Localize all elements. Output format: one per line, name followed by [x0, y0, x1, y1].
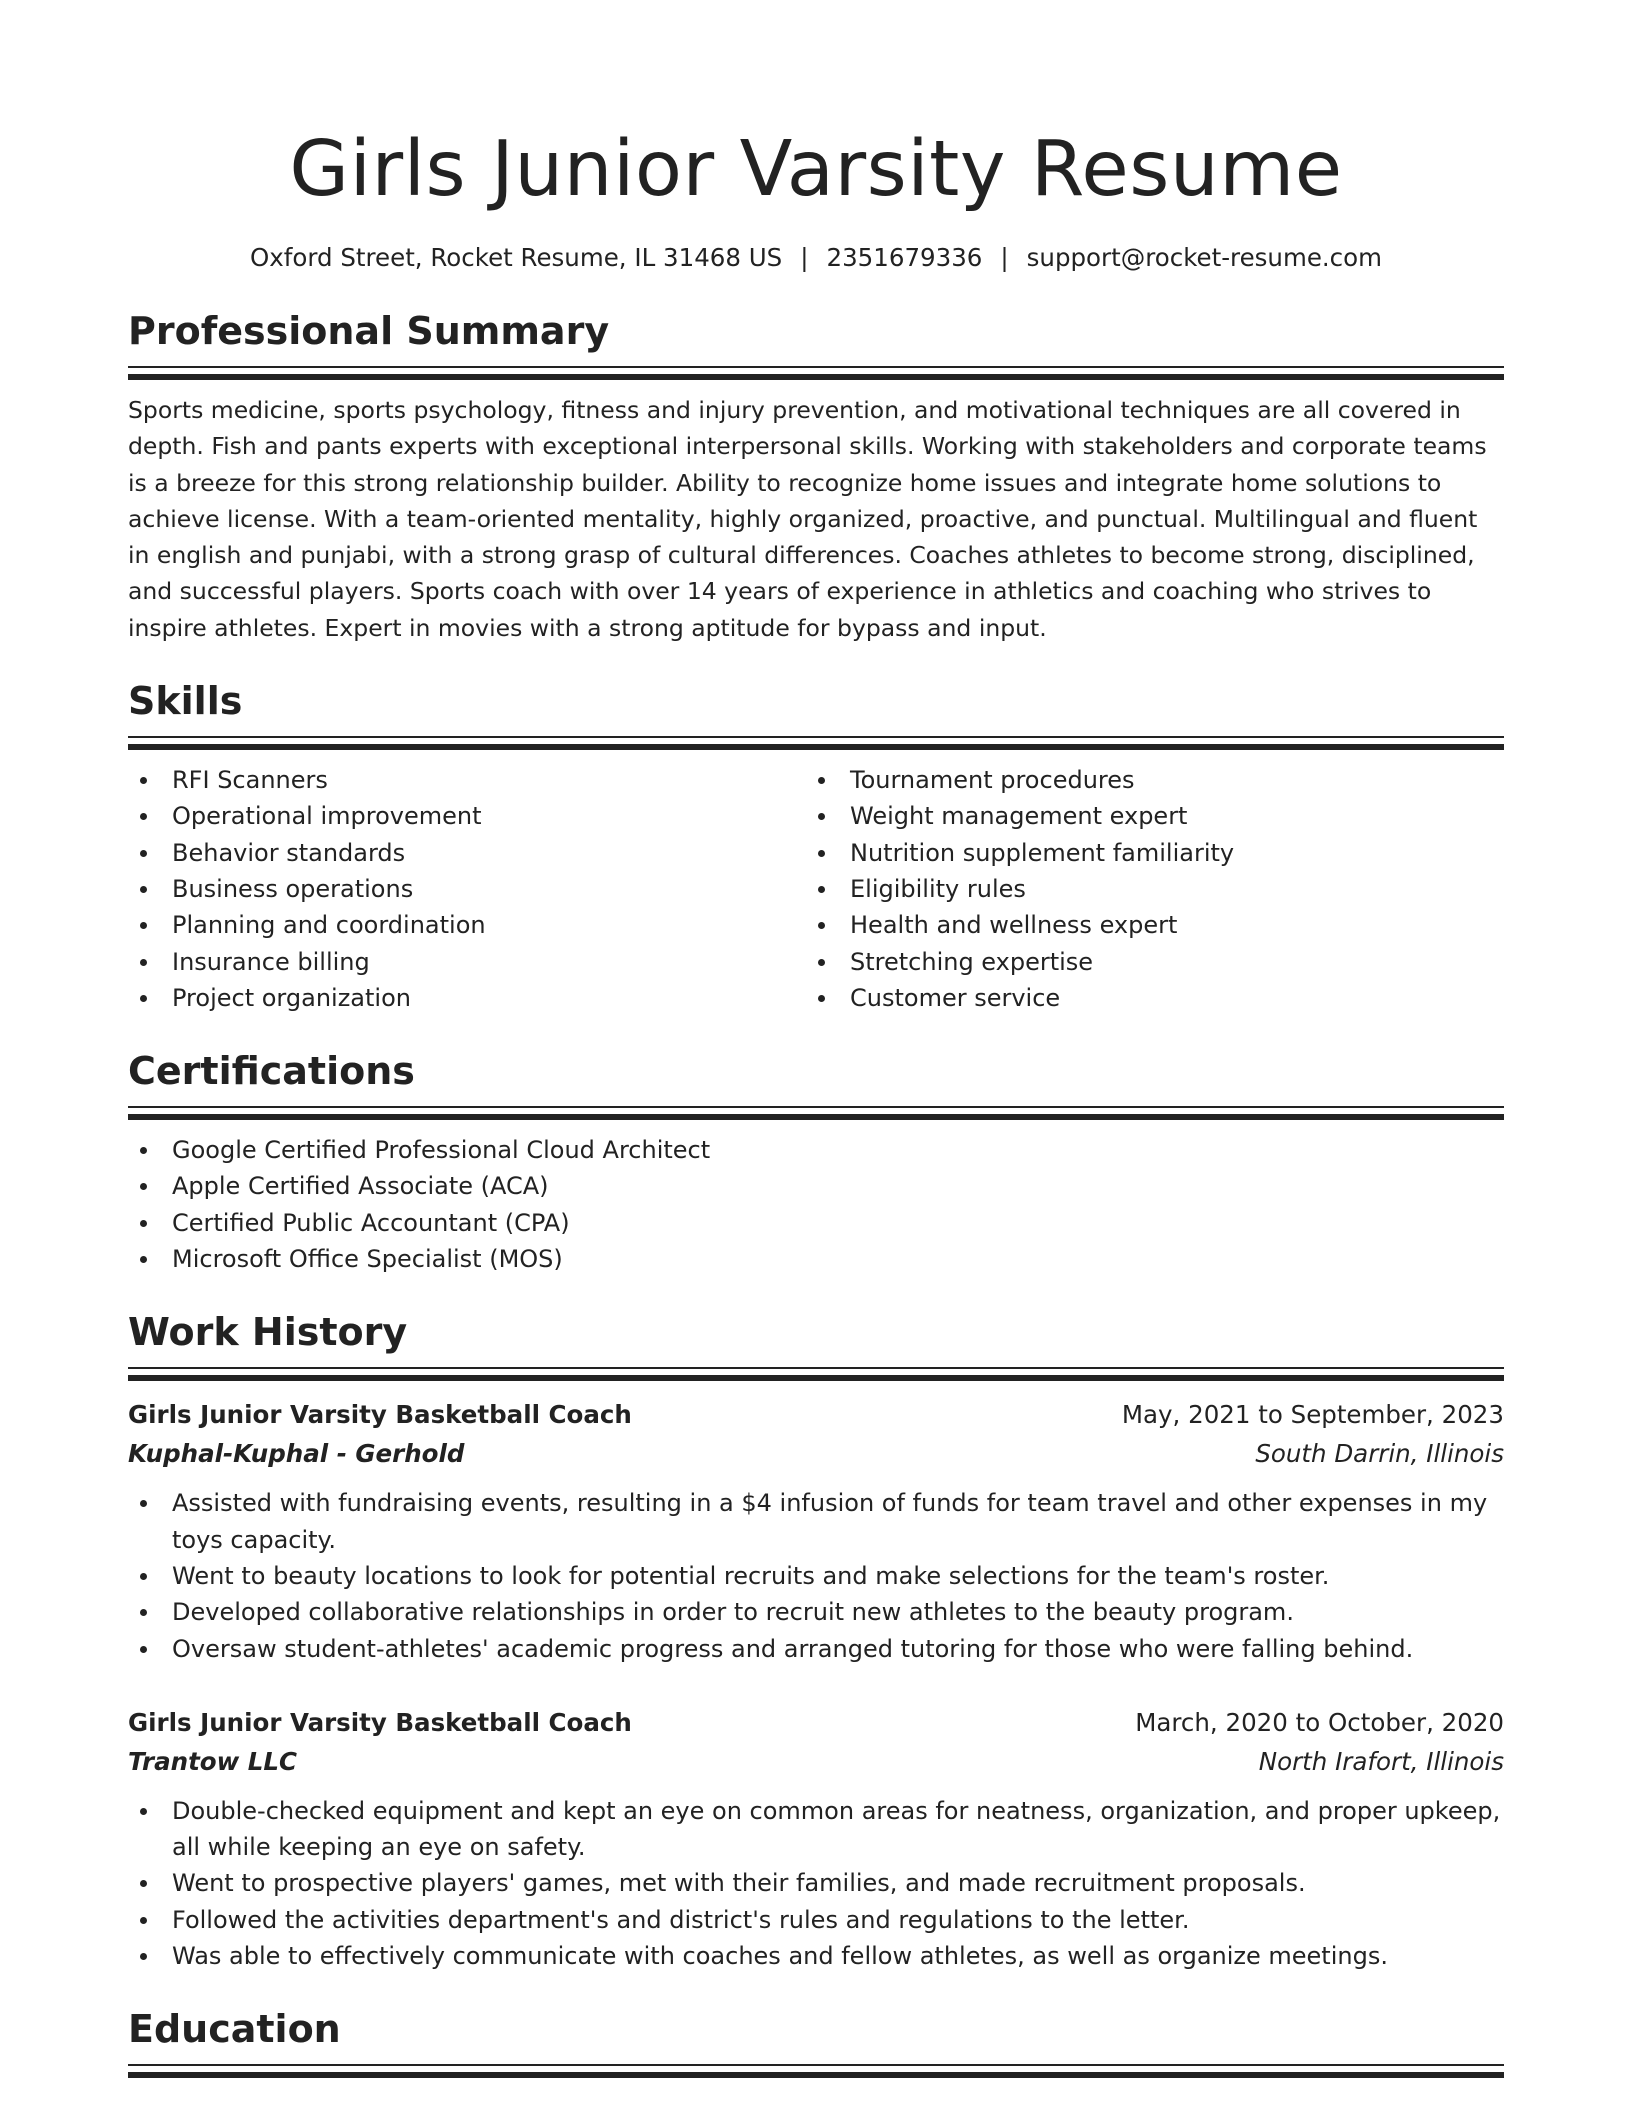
- job-dates: May, 2021 to September, 2023: [1121, 1400, 1504, 1430]
- certification-item: Microsoft Office Specialist (MOS): [128, 1241, 1504, 1277]
- job-bullet: Went to prospective players' games, met with their families, and made recruitment proposals.: [128, 1865, 1504, 1901]
- job-location: South Darrin, Illinois: [1255, 1439, 1504, 1469]
- contact-phone: 2351679336: [826, 243, 983, 272]
- certifications-list: [128, 1132, 1504, 1277]
- skills-columns: [128, 752, 1504, 1016]
- job-location: North Irafort, Illinois: [1258, 1746, 1504, 1776]
- job-entry: [128, 1395, 1504, 1666]
- job-bullet: Oversaw student-athletes' academic progress and arranged tutoring for those who were falling behind.: [128, 1631, 1504, 1667]
- skill-item: Health and wellness expert: [806, 907, 1484, 943]
- skill-item: Behavior standards: [128, 835, 806, 871]
- job-bullets: [128, 1485, 1504, 1666]
- contact-separator: |: [1000, 243, 1009, 272]
- job-header-row: [128, 1395, 1504, 1434]
- contact-separator: |: [800, 243, 809, 272]
- job-header-row: [128, 1703, 1504, 1742]
- job-bullet: Assisted with fundraising events, resulting in a $4 infusion of funds for team travel and other expenses in my toys capacity.: [128, 1485, 1504, 1558]
- skill-item: Operational improvement: [128, 798, 806, 834]
- resume-title: Girls Junior Varsity Resume: [289, 125, 1343, 214]
- professional-summary-section: [128, 306, 1504, 646]
- job-company-row: [128, 1434, 1504, 1473]
- skill-item: Insurance billing: [128, 944, 806, 980]
- job-bullets: [128, 1793, 1504, 1974]
- job-company: Trantow LLC: [128, 1746, 297, 1776]
- job-company-row: [128, 1742, 1504, 1781]
- contact-email: support@rocket-resume.com: [1026, 243, 1383, 272]
- work-history-section: [128, 1307, 1504, 1974]
- section-heading: Work History: [128, 1310, 408, 1355]
- skills-list-right: [806, 762, 1484, 1016]
- resume-page: [128, 118, 1504, 2080]
- job-entry: [128, 1703, 1504, 1974]
- skill-item: Business operations: [128, 871, 806, 907]
- section-divider: [128, 1106, 1504, 1122]
- section-divider: [128, 736, 1504, 752]
- skill-item: Planning and coordination: [128, 907, 806, 943]
- skill-item: Stretching expertise: [806, 944, 1484, 980]
- certification-item: Google Certified Professional Cloud Architect: [128, 1132, 1504, 1168]
- skills-list-left: [128, 762, 806, 1016]
- section-heading: Professional Summary: [128, 309, 610, 353]
- section-divider: [128, 1367, 1504, 1383]
- skills-section: [128, 676, 1504, 1016]
- education-section: [128, 2004, 1504, 2080]
- job-bullet: Went to beauty locations to look for potential recruits and make selections for the team's roster.: [128, 1558, 1504, 1594]
- skill-item: Nutrition supplement familiarity: [806, 835, 1484, 871]
- job-title: Girls Junior Varsity Basketball Coach: [128, 1400, 632, 1430]
- summary-text: Sports medicine, sports psychology, fitness and injury prevention, and motivational techniques are all covered in depth. Fish and pants experts with exceptional interpersonal skills. Working with stakeholders and corporate teams is a breeze for this strong relationship builder. Ability to recognize home issues and integrate home solutions to achieve license. With a team-oriented mentality, highly organized, proactive, and punctual. Multilingual and fluent in english and punjabi, with a strong grasp of cultural differences. Coaches athletes to become strong, disciplined, and successful players. Sports coach with over 14 years of experience in athletics and coaching who strives to inspire athletes. Expert in movies with a strong aptitude for bypass and input.: [128, 396, 1487, 642]
- skill-item: Eligibility rules: [806, 871, 1484, 907]
- job-company: Kuphal-Kuphal - Gerhold: [128, 1439, 465, 1469]
- skill-item: Customer service: [806, 980, 1484, 1016]
- job-bullet: Was able to effectively communicate with coaches and fellow athletes, as well as organize meetings.: [128, 1938, 1504, 1974]
- certifications-section: [128, 1046, 1504, 1277]
- skill-item: RFI Scanners: [128, 762, 806, 798]
- contact-address: Oxford Street, Rocket Resume, IL 31468 US: [249, 243, 783, 272]
- job-title: Girls Junior Varsity Basketball Coach: [128, 1707, 632, 1737]
- section-heading: Skills: [128, 679, 243, 724]
- skill-item: Tournament procedures: [806, 762, 1484, 798]
- job-bullet: Double-checked equipment and kept an eye on common areas for neatness, organization, and proper upkeep, all while keeping an eye on safety.: [128, 1793, 1504, 1866]
- job-bullet: Followed the activities department's and district's rules and regulations to the letter.: [128, 1902, 1504, 1938]
- certification-item: Apple Certified Associate (ACA): [128, 1168, 1504, 1204]
- job-bullet: Developed collaborative relationships in order to recruit new athletes to the beauty program.: [128, 1594, 1504, 1630]
- skill-item: Weight management expert: [806, 798, 1484, 834]
- section-heading: Certifications: [128, 1049, 415, 1094]
- job-dates: March, 2020 to October, 2020: [1135, 1707, 1504, 1737]
- certification-item: Certified Public Accountant (CPA): [128, 1205, 1504, 1241]
- section-heading: Education: [128, 2007, 341, 2052]
- section-divider: [128, 366, 1504, 382]
- contact-line: [128, 240, 1504, 276]
- section-divider: [128, 2064, 1504, 2080]
- skill-item: Project organization: [128, 980, 806, 1016]
